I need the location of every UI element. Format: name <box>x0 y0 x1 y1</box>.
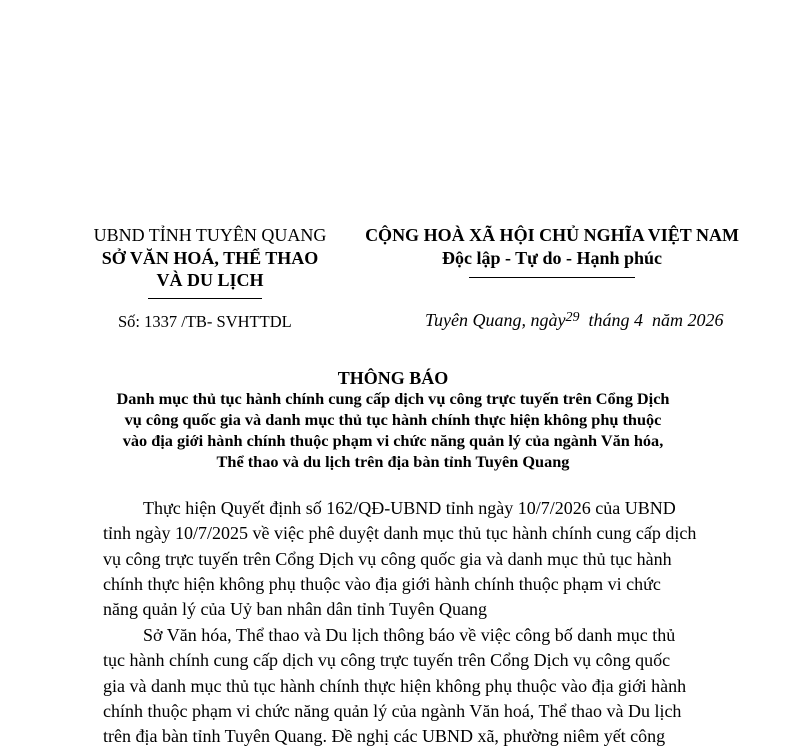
body-paragraph-2 <box>103 623 719 749</box>
document-subtitle <box>0 388 786 472</box>
paragraph-line: Thực hiện Quyết định số 162/QĐ-UBND tỉnh ngày 10/7/2026 của UBND <box>143 498 676 518</box>
paragraph-line: chính thuộc phạm vi chức năng quản lý của ngành Văn hoá, Thể thao và Du lịch <box>103 700 682 721</box>
body-paragraph-1 <box>103 496 719 622</box>
subtitle-line: Thể thao và du lịch trên địa bàn tỉnh Tuyên Quang <box>216 452 570 471</box>
agency-underline <box>148 298 262 299</box>
paragraph-line: năng quản lý của Uỷ ban nhân dân tỉnh Tuyên Quang <box>103 599 487 620</box>
document-title: THÔNG BÁO <box>337 368 449 388</box>
document-number: Số: 1337 /TB- SVHTTDL <box>118 312 292 331</box>
date-year: năm 2026 <box>652 310 724 330</box>
national-motto: Độc lập - Tự do - Hạnh phúc <box>441 248 663 268</box>
paragraph-line: tỉnh ngày 10/7/2025 về việc phê duyệt danh mục thủ tục hành chính cung cấp dịch <box>103 523 697 544</box>
document-date <box>425 310 724 331</box>
subtitle-line: vào địa giới hành chính thuộc phạm vi chức năng quản lý của ngành Văn hóa, <box>122 431 664 450</box>
agency-name-line2: VÀ DU LỊCH <box>156 270 264 290</box>
date-month: tháng 4 <box>588 310 643 330</box>
subtitle-line: Danh mục thủ tục hành chính cung cấp dịch vụ công trực tuyến trên Cổng Dịch <box>116 389 670 408</box>
paragraph-line: trên địa bàn tỉnh Tuyên Quang. Đề nghị các UBND xã, phường niêm yết công <box>103 726 666 747</box>
date-day: 29 <box>565 310 580 325</box>
paragraph-line: vụ công trực tuyến trên Cổng Dịch vụ công quốc gia và danh mục thủ tục hành <box>103 548 672 569</box>
date-prefix: Tuyên Quang, ngày <box>425 310 566 330</box>
paragraph-line: tục hành chính cung cấp dịch vụ công trực tuyến trên Cổng Dịch vụ công quốc <box>103 650 671 671</box>
motto-underline <box>469 277 635 278</box>
agency-name-line1: SỞ VĂN HOÁ, THỂ THAO <box>101 248 319 268</box>
agency-parent: UBND TỈNH TUYÊN QUANG <box>93 225 327 245</box>
subtitle-line: vụ công quốc gia và danh mục thủ tục hành chính thực hiện không phụ thuộc <box>124 410 662 429</box>
paragraph-line: gia và danh mục thủ tục hành chính thực hiện không phụ thuộc vào địa giới hành <box>103 675 687 696</box>
paragraph-line: Sở Văn hóa, Thể thao và Du lịch thông báo về việc công bố danh mục thủ <box>143 625 676 645</box>
national-title: CỘNG HOÀ XÃ HỘI CHỦ NGHĨA VIỆT NAM <box>365 225 739 245</box>
paragraph-line: chính thực hiện không phụ thuộc vào địa giới hành chính thuộc phạm vi chức <box>103 573 661 594</box>
